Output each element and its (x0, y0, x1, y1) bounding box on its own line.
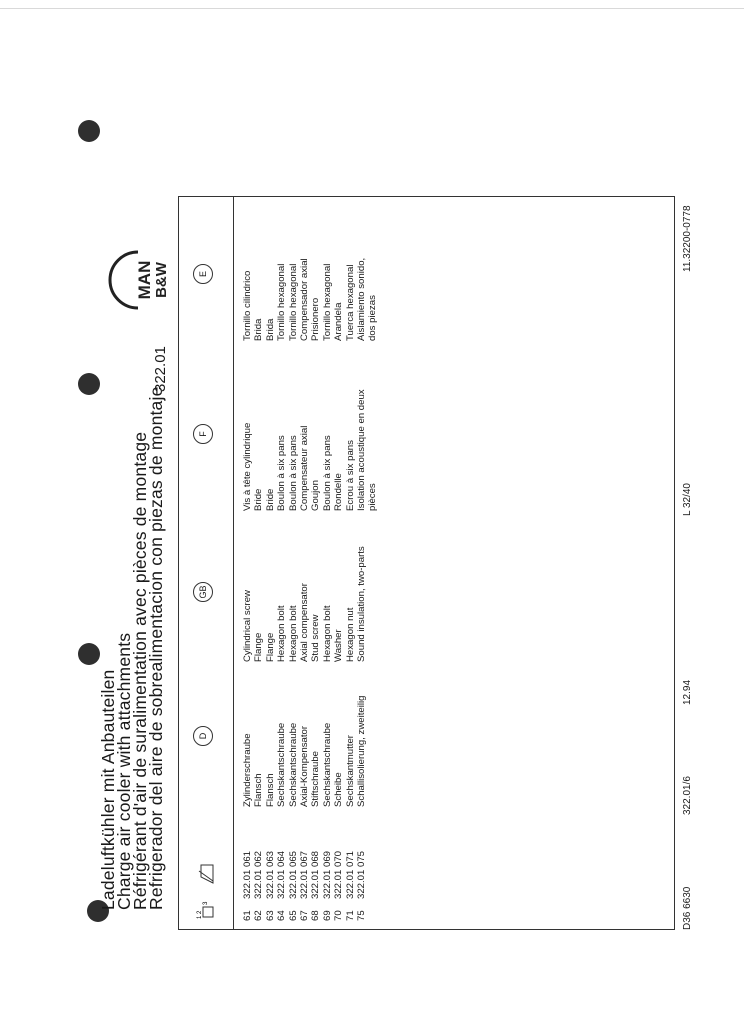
item-number: 71 (344, 910, 356, 921)
name-e: Arandela (333, 302, 345, 341)
part-number: 322.01 075 (355, 850, 367, 899)
name-de: Axial-Kompensator (298, 725, 310, 807)
title-line-en: Charge air cooler with attachments (114, 632, 134, 910)
rotated-document-page (100, 80, 700, 940)
name-e: Tornillo hexagonal (287, 263, 299, 341)
name-e: Compensador axial (298, 258, 310, 341)
table-row (288, 197, 299, 929)
col-e-header: E (193, 264, 213, 284)
name-de: Sechskantschraube (276, 722, 288, 807)
col-gb-header: GB (193, 582, 213, 602)
table-row (299, 197, 310, 929)
table-header (179, 197, 234, 929)
punch-hole-middle (78, 373, 100, 395)
name-e: Tornillo hexagonal (321, 263, 333, 341)
part-number: 322.01 064 (276, 850, 288, 899)
table-row (310, 197, 321, 929)
table-row (345, 197, 356, 929)
svg-text:3: 3 (203, 901, 209, 905)
item-number-icon (193, 895, 224, 925)
name-f: Isolation acoustique en deux (355, 389, 367, 511)
title-line-de: Ladeluftkühler mit Anbauteilen (98, 669, 118, 910)
item-number: 63 (264, 910, 276, 921)
table-row (276, 197, 287, 929)
item-number: 70 (333, 910, 345, 921)
document-code: 322.01 (152, 346, 169, 392)
name-de: Sechskantschraube (321, 722, 333, 807)
item-number: 75 (355, 910, 367, 921)
part-number: 322.01 067 (298, 850, 310, 899)
footer-engine-type: L 32/40 (682, 483, 693, 516)
punch-hole-top (78, 120, 100, 142)
part-number: 322.01 062 (253, 850, 265, 899)
title-line-fr: Réfrigérant d'air de suralimentation avec pièces de montage (130, 431, 150, 910)
name-e: Brida (264, 318, 276, 341)
table-row (322, 197, 333, 929)
part-number: 322.01 068 (310, 850, 322, 899)
part-number: 322.01 071 (344, 850, 356, 899)
punch-hole-lower (78, 643, 100, 665)
footer-drawing-number: D36 6630 (682, 886, 693, 930)
table-row (356, 197, 367, 929)
name-gb: Hexagon nut (344, 607, 356, 662)
name-f: Rondelle (333, 473, 345, 511)
name-de: Zylinderschraube (242, 733, 253, 807)
name-f: Boulon à six pans (276, 435, 288, 511)
logo-text-man: MAN (135, 260, 154, 300)
title-line-es: Refrigerador del aire de sobrealimentacion con piezas de montaje (146, 386, 166, 910)
footer-reference: 322.01/6 (682, 776, 693, 815)
logo-text-bw: B&W (153, 262, 170, 298)
name-e: Tuerca hexagonal (344, 264, 356, 341)
name-de: Flansch (253, 773, 265, 807)
name-de: Schallisolierung, zweiteilig (355, 695, 367, 807)
name-f: Ecrou à six pans (344, 440, 356, 511)
name-e: dos piezas (367, 295, 379, 341)
item-number: 64 (276, 910, 288, 921)
parts-table (178, 196, 675, 930)
col-f-header: F (193, 424, 213, 444)
table-row (253, 197, 264, 929)
item-number: 69 (321, 910, 333, 921)
item-number: 65 (287, 910, 299, 921)
name-f: Goujon (310, 480, 322, 511)
name-f: Boulon à six pans (321, 435, 333, 511)
name-e: Prisionero (310, 297, 322, 341)
footer-doc-id: 11.32200-0778 (682, 205, 693, 272)
name-f: Compensateur axial (298, 425, 310, 511)
name-gb: Cylindrical screw (242, 590, 253, 662)
item-number: 62 (253, 910, 265, 921)
name-e: Aislamiento sonido, (355, 257, 367, 341)
name-gb: Stud screw (310, 614, 322, 662)
part-number: 322.01 065 (287, 850, 299, 899)
name-e: Tornillo hexagonal (276, 263, 288, 341)
table-body (242, 197, 379, 929)
col-d-header: D (193, 726, 213, 746)
name-gb: Flange (253, 632, 265, 662)
table-row (265, 197, 276, 929)
name-e: Tornillo cilindrico (242, 270, 253, 341)
name-gb: Washer (333, 629, 345, 662)
scan-edge-line (0, 8, 744, 9)
name-de: Flansch (264, 773, 276, 807)
name-f: Boulon à six pans (287, 435, 299, 511)
svg-text:1 2: 1 2 (197, 910, 203, 919)
name-de: Sechskantschraube (287, 722, 299, 807)
part-number: 322.01 070 (333, 850, 345, 899)
name-de: Stiftschraube (310, 751, 322, 807)
part-number: 322.01 061 (242, 850, 253, 899)
name-gb: Flange (264, 632, 276, 662)
name-gb: Hexagon bolt (276, 605, 288, 662)
name-gb: Axial compensator (298, 583, 310, 662)
name-e: Brida (253, 318, 265, 341)
item-number: 61 (242, 910, 253, 921)
footer-date: 12.94 (682, 679, 693, 705)
name-f: Bride (264, 488, 276, 511)
name-f: Bride (253, 488, 265, 511)
name-de: Scheibe (333, 772, 345, 807)
name-f: pièces (367, 483, 379, 511)
part-number: 322.01 069 (321, 850, 333, 899)
table-row (367, 197, 378, 929)
name-de: Sechskantmutter (344, 735, 356, 807)
man-bw-logo (108, 246, 170, 314)
name-gb: Sound insulation, two-parts (355, 546, 367, 662)
part-number-icon (193, 859, 224, 889)
table-row (242, 197, 253, 929)
item-number: 68 (310, 910, 322, 921)
table-row (333, 197, 344, 929)
name-gb: Hexagon bolt (321, 605, 333, 662)
item-number: 67 (298, 910, 310, 921)
name-f: Vis à tête cylindrique (242, 422, 253, 511)
name-gb: Hexagon bolt (287, 605, 299, 662)
part-number: 322.01 063 (264, 850, 276, 899)
